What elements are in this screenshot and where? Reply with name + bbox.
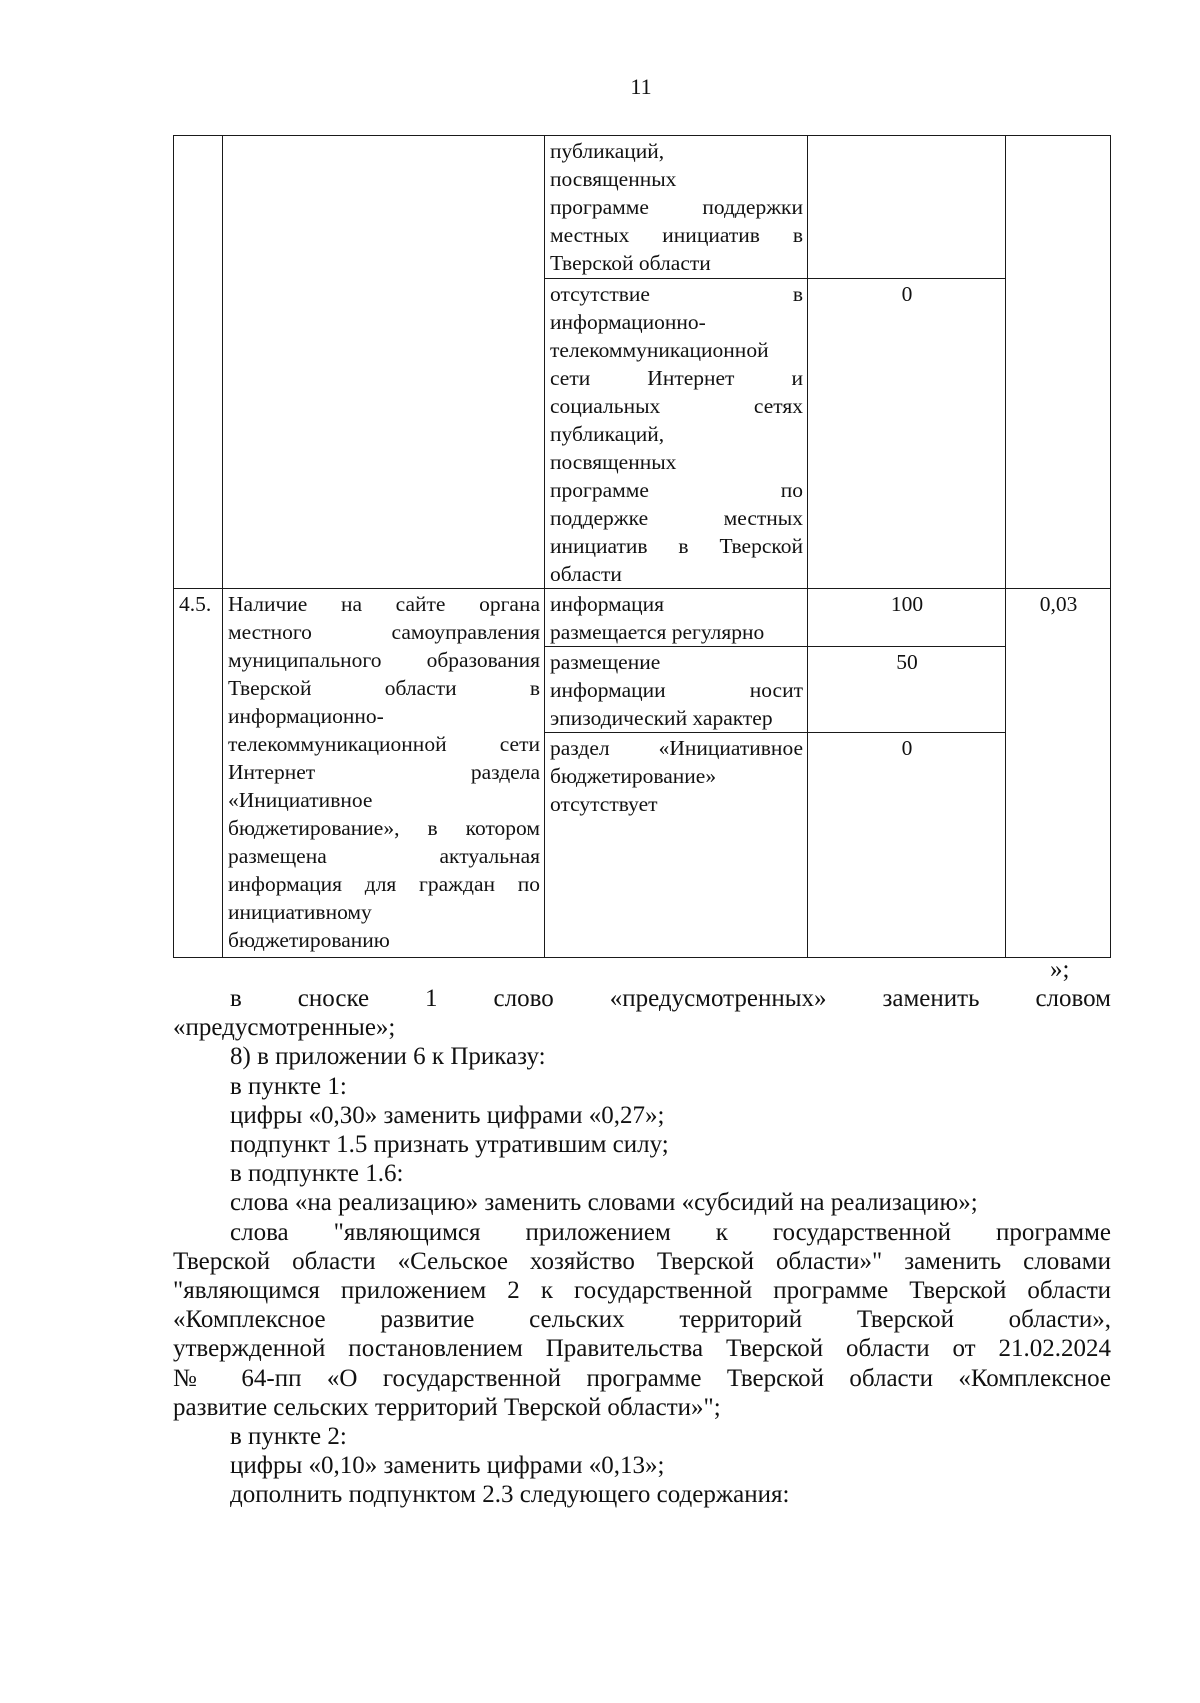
text-line: размещение <box>550 650 661 674</box>
text-line: инициатив в Тверской <box>550 534 803 558</box>
text-line: информационно- <box>550 310 706 334</box>
value-cell: 0 <box>808 279 1006 589</box>
text-line: размещена актуальная <box>228 844 540 868</box>
weight-cell-empty <box>1006 136 1111 589</box>
paragraph: в пункте 1: <box>230 1072 347 1100</box>
paragraph-line: Тверской области «Сельское хозяйство Тверской области»" заменить словами <box>173 1247 1111 1275</box>
table-row <box>174 589 1111 647</box>
text-line: области <box>550 562 622 586</box>
paragraph-line: в сноске 1 слово «предусмотренных» заменить словом <box>230 985 1111 1012</box>
text-line: информационно- <box>228 704 384 728</box>
paragraph: цифры «0,30» заменить цифрами «0,27»; <box>230 1101 665 1129</box>
text-line: посвященных <box>550 167 677 191</box>
paragraph-line: слова "являющимся приложением к государственной программе <box>230 1218 1111 1246</box>
text-line: Интернет раздела <box>228 760 540 784</box>
paragraph-line: утвержденной постановлением Правительства Тверской области от 21.02.2024 <box>173 1335 1111 1363</box>
option-cell <box>545 136 808 279</box>
text-line: программе по <box>550 478 803 502</box>
value-cell: 0 <box>808 733 1006 958</box>
paragraph-line: "являющимся приложением 2 к государственной программе Тверской области <box>173 1277 1111 1305</box>
text-line: бюджетирование», в котором <box>228 816 540 840</box>
text-line: «Инициативное <box>228 788 373 812</box>
text-line: местного самоуправления <box>228 620 540 644</box>
text-line: телекоммуникационной сети <box>228 732 540 756</box>
criterion-text <box>228 590 540 954</box>
text-line: Наличие на сайте органа <box>228 592 540 616</box>
text-line: отсутствие в <box>550 282 803 306</box>
table-row <box>174 136 1111 279</box>
paragraph: в пункте 2: <box>230 1423 347 1451</box>
value-cell: 100 <box>808 589 1006 647</box>
option-text <box>550 590 803 646</box>
text-line: информация для граждан по <box>228 872 540 896</box>
option-text <box>550 734 803 818</box>
text-line: Тверской области <box>550 251 711 275</box>
text-line: эпизодический характер <box>550 706 773 730</box>
paragraph-line: «Комплексное развитие сельских территорий Тверской области», <box>173 1306 1111 1334</box>
row-number-cell: 4.5. <box>174 589 223 958</box>
paragraph <box>173 1218 1111 1422</box>
criteria-table <box>173 135 1111 958</box>
value-cell: 50 <box>808 647 1006 733</box>
document-body <box>173 984 1111 1510</box>
text-line: бюджетированию <box>228 928 390 952</box>
text-line: местных инициатив в <box>550 223 803 247</box>
text-line: посвященных <box>550 450 677 474</box>
text-line: информация <box>550 592 665 616</box>
weight-cell: 0,03 <box>1006 589 1111 958</box>
text-line: публикаций, <box>550 139 665 163</box>
paragraph-line: развитие сельских территорий Тверской области»"; <box>173 1393 721 1421</box>
criterion-cell <box>223 589 545 958</box>
paragraph: в подпункте 1.6: <box>230 1160 404 1188</box>
text-line: муниципального образования <box>228 648 540 672</box>
paragraph-line: «предусмотренные»; <box>173 1014 396 1042</box>
option-text <box>550 648 803 732</box>
criterion-cell-empty <box>223 136 545 589</box>
num-cell-empty <box>174 136 223 589</box>
option-cell <box>545 733 808 958</box>
option-cell <box>545 647 808 733</box>
text-line: раздел «Инициативное <box>550 736 803 760</box>
text-line: Тверской области в <box>228 676 540 700</box>
paragraph: слова «на реализацию» заменить словами «субсидий на реализацию»; <box>230 1189 978 1217</box>
option-text <box>550 137 803 277</box>
text-line: телекоммуникационной <box>550 338 769 362</box>
value-cell-empty <box>808 136 1006 279</box>
paragraph-line: № 64-пп «О государственной программе Тверской области «Комплексное <box>173 1364 1111 1392</box>
paragraph: подпункт 1.5 признать утратившим силу; <box>230 1131 669 1159</box>
text-line: поддержке местных <box>550 506 803 530</box>
option-cell <box>545 589 808 647</box>
option-cell <box>545 279 808 589</box>
text-line: отсутствует <box>550 792 658 816</box>
paragraph: дополнить подпунктом 2.3 следующего содержания: <box>230 1481 790 1509</box>
text-line: размещается регулярно <box>550 620 765 644</box>
page-number: 11 <box>630 74 652 99</box>
paragraph: 8) в приложении 6 к Приказу: <box>230 1043 546 1071</box>
text-line: сети Интернет и <box>550 366 803 390</box>
text-line: социальных сетях <box>550 394 803 418</box>
paragraph <box>173 984 1111 1042</box>
text-line: бюджетирование» <box>550 764 717 788</box>
option-text <box>550 280 803 588</box>
text-line: программе поддержки <box>550 195 803 219</box>
text-line: публикаций, <box>550 422 665 446</box>
paragraph: цифры «0,10» заменить цифрами «0,13»; <box>230 1452 665 1480</box>
text-line: инициативному <box>228 900 372 924</box>
text-line: информации носит <box>550 678 803 702</box>
closing-quote: »; <box>1050 956 1070 983</box>
